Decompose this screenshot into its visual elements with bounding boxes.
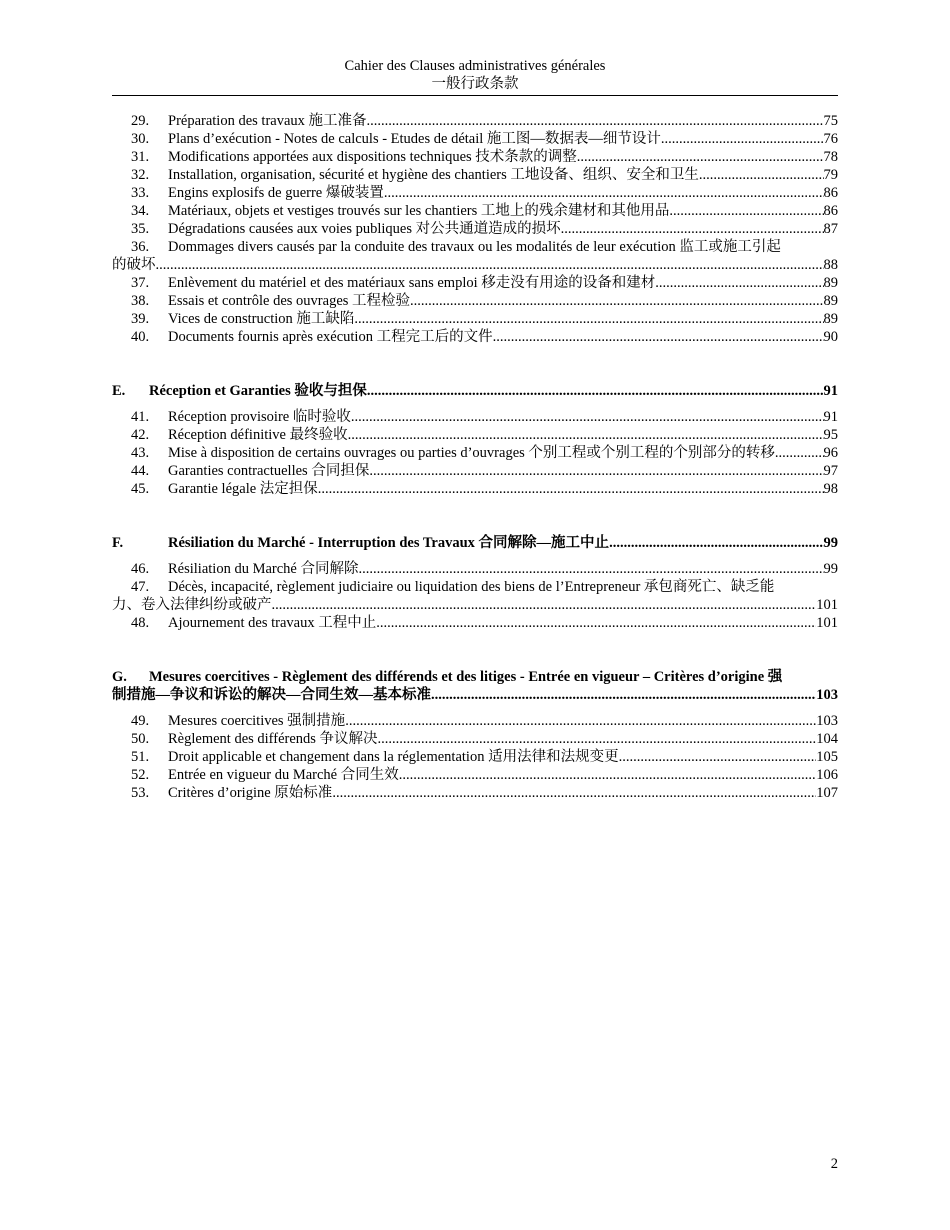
toc-entry[interactable] — [112, 238, 838, 274]
toc-list-f — [112, 560, 838, 632]
leader-dots — [367, 382, 824, 400]
entry-title: Plans d’exécution - Notes de calculs - Etudes de détail 施工图—数据表—细节设计 — [168, 131, 661, 147]
leader-dots — [156, 256, 824, 274]
entry-title: Mesures coercitives 强制措施 — [168, 713, 346, 729]
toc-entry[interactable] — [112, 560, 838, 578]
entry-number: 38. — [131, 293, 150, 309]
toc-list-e — [112, 408, 838, 498]
entry-title: Ajournement des travaux 工程中止 — [168, 615, 377, 631]
running-header — [112, 57, 838, 96]
toc-entry[interactable] — [112, 408, 838, 426]
leader-dots — [354, 310, 823, 328]
entry-title: Décès, incapacité, règlement judiciaire ou liquidation des biens de l’Entrepreneur 承包商死亡、缺乏能 — [168, 579, 775, 595]
entry-title: Installation, organisation, sécurité et hygiène des chantiers 工地设备、组织、安全和卫生 — [168, 167, 699, 183]
page-number: 2 — [830, 1156, 838, 1172]
entry-page: 103 — [816, 713, 838, 729]
entry-title: Réception provisoire 临时验收 — [168, 409, 351, 425]
toc-list-d — [112, 112, 838, 346]
header-title-fr: Cahier des Clauses administratives générales — [344, 58, 606, 74]
toc-entry[interactable] — [112, 462, 838, 480]
section-title-continued: 制措施—争议和诉讼的解决—合同生效—基本标准 — [112, 687, 431, 703]
entry-number: 35. — [131, 221, 150, 237]
toc-entry[interactable] — [112, 112, 838, 130]
leader-dots — [378, 730, 817, 748]
entry-page: 86 — [823, 185, 838, 201]
entry-title: Mise à disposition de certains ouvrages ou parties d’ouvrages 个别工程或个别工程的个别部分的转移 — [168, 445, 775, 461]
entry-number: 31. — [131, 149, 150, 165]
toc-list-g — [112, 712, 838, 802]
entry-page: 101 — [816, 597, 838, 613]
toc-entry[interactable] — [112, 480, 838, 498]
entry-page: 79 — [823, 167, 838, 183]
entry-number: 49. — [131, 713, 150, 729]
toc-entry[interactable] — [112, 748, 838, 766]
toc-section-f[interactable] — [112, 534, 838, 552]
section-letter: F. — [112, 535, 124, 551]
toc-entry[interactable] — [112, 730, 838, 748]
entry-number: 53. — [131, 785, 150, 801]
section-title: Résiliation du Marché - Interruption des Travaux 合同解除—施工中止 — [168, 535, 610, 551]
section-letter: E. — [112, 383, 126, 399]
entry-page: 99 — [823, 561, 838, 577]
section-title: Mesures coercitives - Règlement des différends et des litiges - Entrée en vigueur – Critères d’origine 强 — [149, 669, 783, 685]
entry-number: 42. — [131, 427, 150, 443]
leader-dots — [399, 766, 817, 784]
leader-dots — [609, 534, 823, 552]
entry-title: Engins explosifs de guerre 爆破装置 — [168, 185, 384, 201]
entry-number: 46. — [131, 561, 150, 577]
toc-section-e[interactable] — [112, 382, 838, 400]
toc-section-g[interactable] — [112, 668, 838, 704]
entry-page: 98 — [823, 481, 838, 497]
leader-dots — [384, 184, 824, 202]
toc-entry[interactable] — [112, 202, 838, 220]
entry-page: 101 — [816, 615, 838, 631]
entry-title: Matériaux, objets et vestiges trouvés sur les chantiers 工地上的残余建材和其他用品 — [168, 203, 670, 219]
entry-title: Résiliation du Marché 合同解除 — [168, 561, 359, 577]
toc-entry[interactable] — [112, 578, 838, 614]
leader-dots — [431, 686, 816, 704]
leader-dots — [345, 712, 816, 730]
section-page: 99 — [823, 535, 838, 551]
leader-dots — [661, 130, 824, 148]
entry-number: 34. — [131, 203, 150, 219]
toc-entry[interactable] — [112, 184, 838, 202]
entry-page: 89 — [823, 311, 838, 327]
entry-page: 107 — [816, 785, 838, 801]
entry-number: 52. — [131, 767, 150, 783]
entry-title: Préparation des travaux 施工准备 — [168, 113, 367, 129]
toc-entry[interactable] — [112, 614, 838, 632]
leader-dots — [369, 462, 823, 480]
entry-number: 37. — [131, 275, 150, 291]
leader-dots — [699, 166, 824, 184]
section-letter: G. — [112, 669, 127, 685]
entry-number: 29. — [131, 113, 150, 129]
entry-number: 43. — [131, 445, 150, 461]
entry-title: Documents fournis après exécution 工程完工后的文件 — [168, 329, 493, 345]
entry-number: 30. — [131, 131, 150, 147]
table-of-contents — [112, 112, 838, 802]
entry-number: 48. — [131, 615, 150, 631]
entry-page: 78 — [823, 149, 838, 165]
leader-dots — [619, 748, 817, 766]
entry-title: Règlement des différends 争议解决 — [168, 731, 378, 747]
entry-page: 96 — [823, 445, 838, 461]
entry-number: 32. — [131, 167, 150, 183]
toc-entry[interactable] — [112, 166, 838, 184]
leader-dots — [348, 426, 824, 444]
entry-title: Essais et contrôle des ouvrages 工程检验 — [168, 293, 411, 309]
entry-number: 41. — [131, 409, 150, 425]
toc-entry[interactable] — [112, 328, 838, 346]
entry-page: 95 — [823, 427, 838, 443]
entry-page: 105 — [816, 749, 838, 765]
toc-entry[interactable] — [112, 274, 838, 292]
entry-title: Droit applicable et changement dans la réglementation 适用法律和法规变更 — [168, 749, 619, 765]
entry-title: Garantie légale 法定担保 — [168, 481, 318, 497]
entry-number: 39. — [131, 311, 150, 327]
toc-entry[interactable] — [112, 426, 838, 444]
leader-dots — [493, 328, 824, 346]
toc-entry[interactable] — [112, 130, 838, 148]
entry-page: 88 — [823, 257, 838, 273]
entry-page: 90 — [823, 329, 838, 345]
header-title-zh: 一般行政条款 — [431, 76, 519, 92]
entry-number: 33. — [131, 185, 150, 201]
leader-dots — [358, 560, 823, 578]
toc-entry[interactable] — [112, 292, 838, 310]
entry-title: Enlèvement du matériel et des matériaux sans emploi 移走没有用途的设备和建材 — [168, 275, 656, 291]
toc-entry[interactable] — [112, 712, 838, 730]
leader-dots — [775, 444, 824, 462]
section-title: Réception et Garanties 验收与担保 — [149, 383, 367, 399]
entry-title: Dégradations causées aux voies publiques 对公共通道造成的损坏 — [168, 221, 561, 237]
leader-dots — [655, 274, 823, 292]
entry-page: 97 — [823, 463, 838, 479]
leader-dots — [318, 480, 824, 498]
entry-title: Dommages divers causés par la conduite des travaux ou les modalités de leur exécution 监工或施工引起 — [168, 239, 781, 255]
leader-dots — [669, 202, 823, 220]
section-page: 91 — [823, 383, 838, 399]
entry-page: 87 — [823, 221, 838, 237]
section-page: 103 — [816, 687, 838, 703]
entry-number: 40. — [131, 329, 150, 345]
entry-number: 45. — [131, 481, 150, 497]
toc-entry[interactable] — [112, 220, 838, 238]
entry-page: 86 — [823, 203, 838, 219]
leader-dots — [272, 596, 817, 614]
toc-entry[interactable] — [112, 148, 838, 166]
entry-title: Critères d’origine 原始标准 — [168, 785, 333, 801]
leader-dots — [351, 408, 824, 426]
entry-page: 89 — [823, 275, 838, 291]
entry-page: 89 — [823, 293, 838, 309]
leader-dots — [367, 112, 824, 130]
entry-title: Réception définitive 最终验收 — [168, 427, 348, 443]
entry-number: 47. — [131, 579, 150, 595]
entry-title-continued: 力、卷入法律纠纷或破产 — [112, 597, 272, 613]
entry-title: Garanties contractuelles 合同担保 — [168, 463, 370, 479]
toc-entry[interactable] — [112, 766, 838, 784]
entry-title-continued: 的破坏 — [112, 257, 156, 273]
toc-entry[interactable] — [112, 784, 838, 802]
leader-dots — [577, 148, 824, 166]
leader-dots — [376, 614, 816, 632]
entry-page: 104 — [816, 731, 838, 747]
leader-dots — [561, 220, 824, 238]
leader-dots — [410, 292, 823, 310]
entry-page: 76 — [823, 131, 838, 147]
leader-dots — [332, 784, 816, 802]
toc-entry[interactable] — [112, 310, 838, 328]
entry-title: Vices de construction 施工缺陷 — [168, 311, 355, 327]
entry-number: 36. — [131, 239, 150, 255]
entry-number: 44. — [131, 463, 150, 479]
entry-page: 75 — [823, 113, 838, 129]
entry-title: Modifications apportées aux dispositions techniques 技术条款的调整 — [168, 149, 577, 165]
entry-page: 106 — [816, 767, 838, 783]
entry-title: Entrée en vigueur du Marché 合同生效 — [168, 767, 399, 783]
entry-number: 50. — [131, 731, 150, 747]
entry-page: 91 — [823, 409, 838, 425]
entry-number: 51. — [131, 749, 150, 765]
toc-entry[interactable] — [112, 444, 838, 462]
